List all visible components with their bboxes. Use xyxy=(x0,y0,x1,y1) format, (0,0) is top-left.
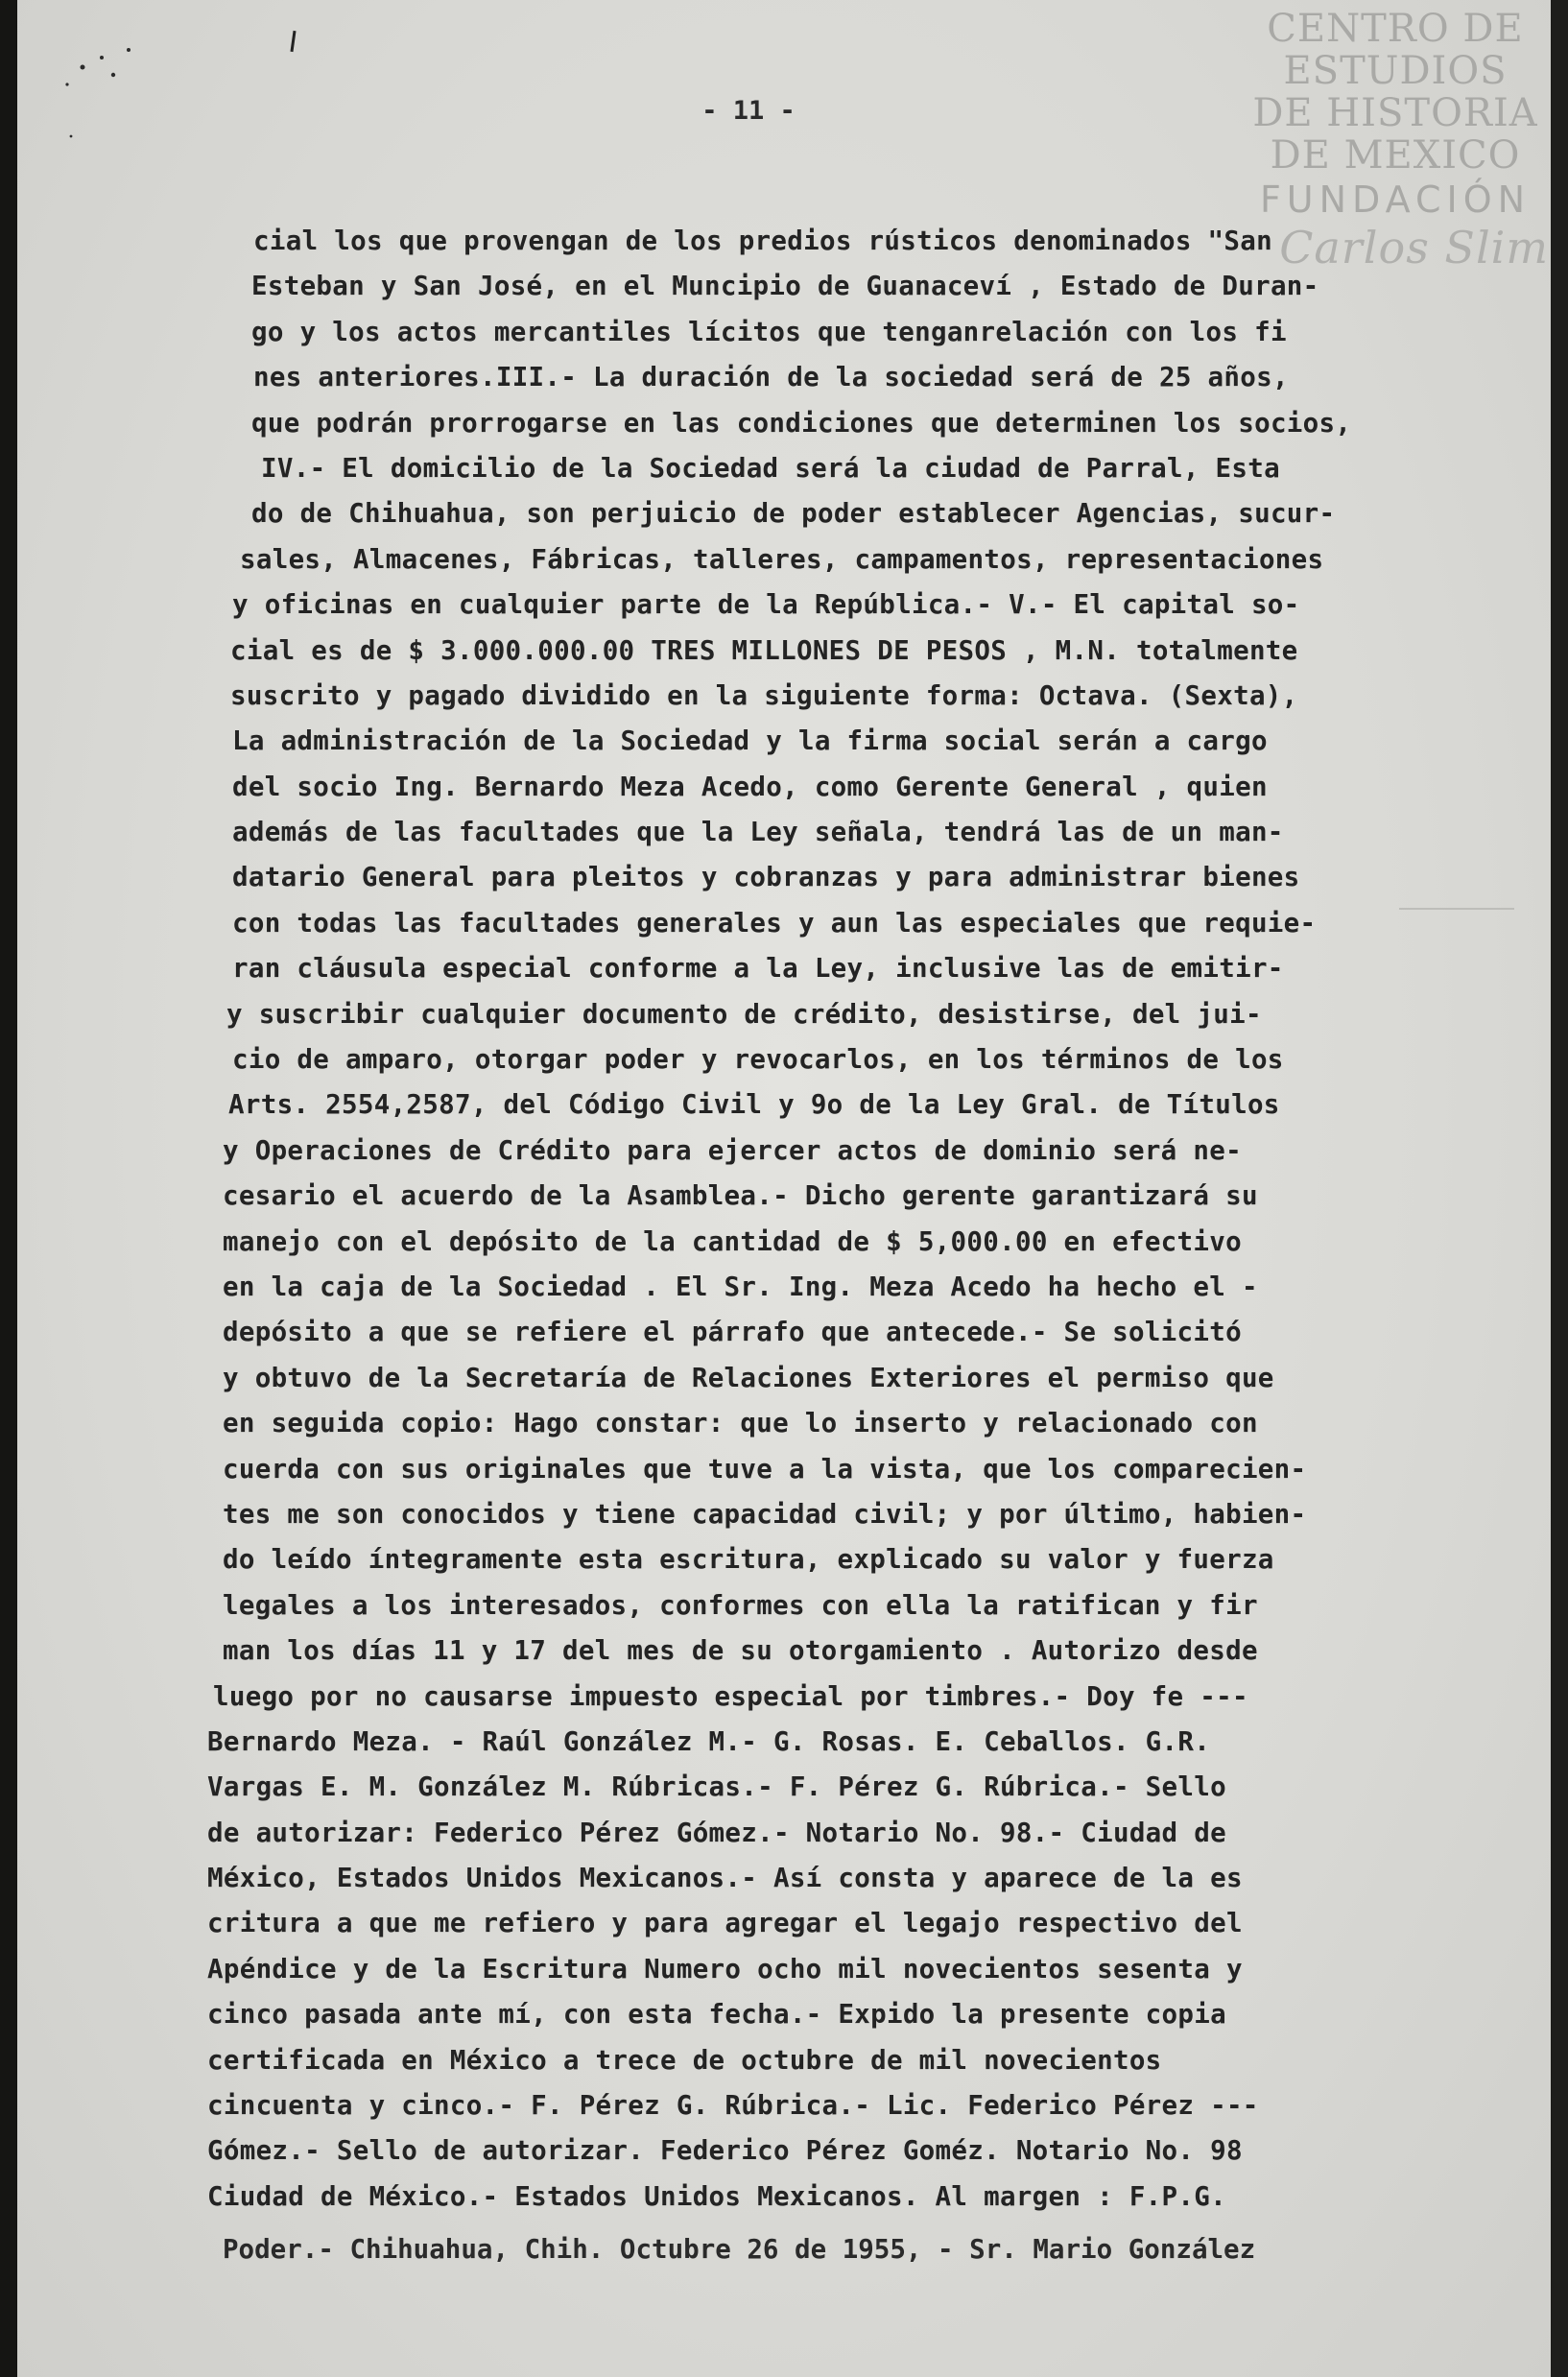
document-footer-line: Poder.- Chihuahua, Chih. Octubre 26 de 1955, - Sr. Mario González xyxy=(223,2234,1256,2265)
text-line: manejo con el depósito de la cantidad de $ 5,000.00 en efectivo xyxy=(223,1225,1242,1257)
text-line: Vargas E. M. González M. Rúbricas.- F. Pérez G. Rúbrica.- Sello xyxy=(207,1771,1226,1803)
text-line: ran cláusula especial conforme a la Ley, inclusive las de emitir- xyxy=(232,953,1284,985)
text-line: cuerda con sus originales que tuve a la vista, que los comparecien- xyxy=(223,1453,1307,1485)
text-line: cial los que provengan de los predios rústicos denominados "San xyxy=(253,226,1272,256)
text-line: cio de amparo, otorgar poder y revocarlos, en los términos de los xyxy=(232,1044,1284,1076)
text-line: cesario el acuerdo de la Asamblea.- Dicho gerente garantizará su xyxy=(223,1180,1258,1212)
watermark-line-4: DE MEXICO xyxy=(1270,133,1521,178)
text-line: luego por no causarse impuesto especial por timbres.- Doy fe --- xyxy=(213,1680,1248,1712)
text-line: con todas las facultades generales y aun las especiales que requie- xyxy=(232,907,1317,939)
watermark-signature: Carlos Slim xyxy=(1279,222,1549,273)
text-line: cial es de $ 3.000.000.00 TRES MILLONES DE PESOS , M.N. totalmente xyxy=(230,634,1298,666)
text-line: Bernardo Meza. - Raúl González M.- G. Rosas. E. Ceballos. G.R. xyxy=(207,1725,1211,1757)
text-line: además de las facultades que la Ley señala, tendrá las de un man- xyxy=(232,817,1284,848)
text-line: cinco pasada ante mí, con esta fecha.- Expido la presente copia xyxy=(207,1999,1226,2031)
text-line: IV.- El domicilio de la Sociedad será la ciudad de Parral, Esta xyxy=(261,452,1280,484)
page-number: - 11 - xyxy=(701,96,796,126)
text-line: certificada en México a trece de octubre de mil novecientos xyxy=(207,2044,1162,2076)
text-line: y oficinas en cualquier parte de la República.- V.- El capital so- xyxy=(232,589,1300,621)
text-line: Apéndice y de la Escritura Numero ocho mil novecientos sesenta y xyxy=(207,1953,1243,1985)
text-line: tes me son conocidos y tiene capacidad civil; y por último, habien- xyxy=(223,1498,1307,1530)
watermark-foundation: FUNDACIÓN xyxy=(1259,178,1532,221)
text-line: Esteban y San José, en el Muncipio de Guanaceví , Estado de Duran- xyxy=(251,271,1319,302)
text-line: del socio Ing. Bernardo Meza Acedo, como Gerente General , quien xyxy=(232,771,1268,802)
watermark-line-2: ESTUDIOS xyxy=(1283,49,1508,93)
text-line: suscrito y pagado dividido en la siguiente forma: Octava. (Sexta), xyxy=(230,679,1298,711)
text-line: nes anteriores.III.- La duración de la sociedad será de 25 años, xyxy=(253,362,1289,393)
text-line: en la caja de la Sociedad . El Sr. Ing. Meza Acedo ha hecho el - xyxy=(223,1271,1258,1302)
text-line: go y los actos mercantiles lícitos que tenganrelación con los fi xyxy=(251,316,1287,347)
watermark-line-1: CENTRO DE xyxy=(1267,7,1524,51)
text-line: datario General para pleitos y cobranzas y para administrar bienes xyxy=(232,862,1300,893)
text-line: Ciudad de México.- Estados Unidos Mexicanos. Al margen : F.P.G. xyxy=(207,2180,1226,2212)
text-line: depósito a que se refiere el párrafo que antecede.- Se solicitó xyxy=(223,1317,1242,1348)
text-line: do leído íntegramente esta escritura, explicado su valor y fuerza xyxy=(223,1544,1274,1576)
text-line: que podrán prorrogarse en las condiciones que determinen los socios, xyxy=(251,407,1352,439)
text-line: Arts. 2554,2587, del Código Civil y 9o de la Ley Gral. de Títulos xyxy=(228,1089,1280,1121)
watermark-line-3: DE HISTORIA xyxy=(1252,91,1538,135)
text-line: y Operaciones de Crédito para ejercer actos de dominio será ne- xyxy=(223,1134,1242,1166)
text-line: y obtuvo de la Secretaría de Relaciones Exteriores el permiso que xyxy=(223,1362,1274,1393)
document-body xyxy=(207,219,1470,2220)
text-line: de autorizar: Federico Pérez Gómez.- Notario No. 98.- Ciudad de xyxy=(207,1817,1226,1848)
text-line: sales, Almacenes, Fábricas, talleres, campamentos, representaciones xyxy=(240,543,1324,575)
text-line: en seguida copio: Hago constar: que lo inserto y relacionado con xyxy=(223,1408,1258,1439)
text-line: man los días 11 y 17 del mes de su otorgamiento . Autorizo desde xyxy=(223,1635,1258,1667)
text-line: Gómez.- Sello de autorizar. Federico Pérez Goméz. Notario No. 98 xyxy=(207,2135,1243,2167)
text-line: critura a que me refiero y para agregar el legajo respectivo del xyxy=(207,1908,1243,1939)
text-line: México, Estados Unidos Mexicanos.- Así consta y aparece de la es xyxy=(207,1863,1243,1894)
text-line: legales a los interesados, conformes con ella la ratifican y fir xyxy=(223,1589,1258,1621)
ink-specks xyxy=(56,29,142,144)
text-line: y suscribir cualquier documento de crédito, desistirse, del jui- xyxy=(226,998,1262,1030)
text-line: cincuenta y cinco.- F. Pérez G. Rúbrica.- Lic. Federico Pérez --- xyxy=(207,2090,1259,2122)
pen-mark xyxy=(290,31,296,52)
text-line: La administración de la Sociedad y la firma social serán a cargo xyxy=(232,725,1268,757)
text-line: do de Chihuahua, son perjuicio de poder establecer Agencias, sucur- xyxy=(251,498,1336,530)
scan-edge xyxy=(0,0,17,2377)
